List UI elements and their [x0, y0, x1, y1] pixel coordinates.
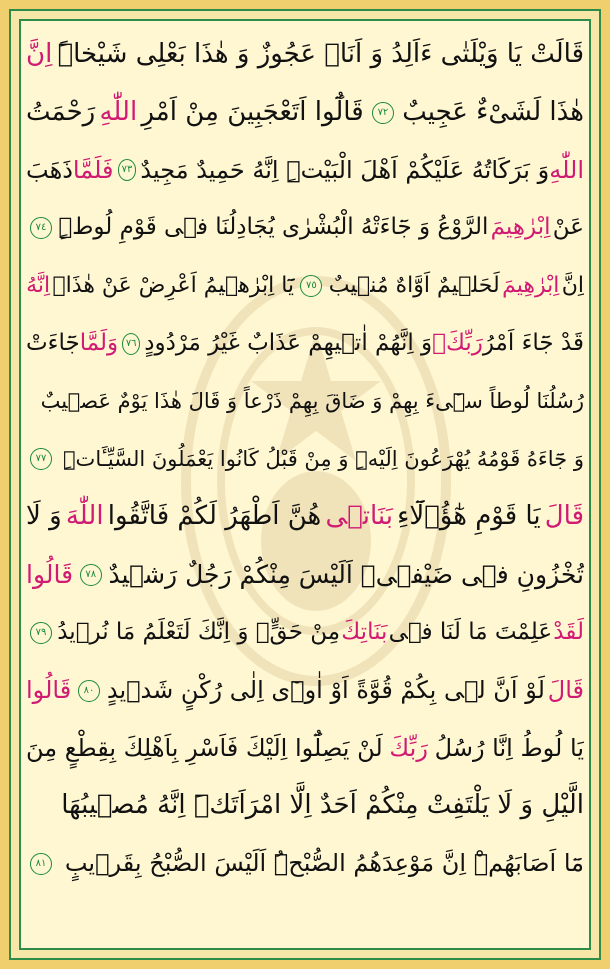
verse-text: الَّيْلِ وَ لَا يَلْتَفِتْ مِنْكُمْ اَحَدٌ اِلَّا امْرَاَتَكَۜ اِنَّهُ مُصٖيبُهَا	[61, 790, 584, 821]
verse-text: وَ لَا	[26, 501, 62, 532]
highlighted-word: اللّٰهِ	[549, 155, 584, 184]
text-line	[26, 199, 584, 257]
highlighted-word: قَالَ	[547, 675, 584, 704]
text-line	[26, 26, 584, 84]
text-line	[26, 835, 584, 893]
verse-text: مَٓا اَصَابَهُمْۜ اِنَّ مَوْعِدَهُمُ الصُّبْحُۜ اَلَيْسَ الصُّبْحُ بِقَرٖيبٍ	[64, 849, 584, 878]
text-line	[26, 257, 584, 315]
ayah-number-marker: ٧٩	[30, 622, 52, 644]
highlighted-word: لَقَدْ	[553, 618, 584, 645]
verse-text: لَنْ يَصِلُٓوا اِلَيْكَ فَاَسْرِ بِاَهْلِكَ بِقِطْعٍ مِنَ	[26, 733, 383, 762]
highlighted-word: اللّٰهِ	[99, 96, 138, 127]
verse-text: الرَّوْعُ وَ جَٓاءَتْهُ الْبُشْرٰى يُجَادِلُنَا فٖى قَوْمِ لُوطٍۜ	[58, 214, 489, 241]
quran-page-text	[26, 26, 584, 893]
highlighted-word: بَنَاتِكَ	[341, 618, 388, 645]
ayah-number-marker: ٧٥	[300, 275, 322, 297]
verse-text: تُخْزُونِ فٖى ضَيْفٖىۜ اَلَيْسَ مِنْكُمْ رَجُلٌ رَشٖيدٌ	[108, 560, 584, 590]
highlighted-word: اِبْرٰهِيمَ	[502, 273, 560, 299]
highlighted-word: رَبِّكَ	[389, 733, 428, 762]
text-line	[26, 662, 584, 720]
ayah-number-marker: ٧٣	[118, 159, 137, 181]
highlighted-word: اِبْرٰهِيمَ	[490, 214, 551, 241]
text-line	[26, 142, 584, 200]
highlighted-word: فَلَمَّا	[72, 155, 114, 184]
verse-text: ذَهَبَ	[26, 155, 73, 184]
ayah-number-marker: ٧٧	[30, 448, 52, 470]
text-line	[26, 315, 584, 373]
verse-text: وَ اِنَّهُمْ اٰتٖيهِمْ عَذَابٌ غَيْرُ مَرْدُودٍ	[144, 329, 433, 356]
text-line	[26, 84, 584, 142]
verse-text: هُنَّ اَطْهَرُ لَكُمْ فَاتَّقُوا	[107, 501, 322, 532]
verse-text: رُسُلُنَا لُوطاً سٖٓیءَ بِهِمْ وَ ضَاقَ بِهِمْ ذَرْعاً وَ قَالَ هٰذَا يَوْمٌ عَصٖيبٌ	[40, 388, 584, 413]
highlighted-word: اِنَّ	[26, 39, 53, 69]
verse-text: يَٓا اِبْرٰهٖيمُ اَعْرِضْ عَنْ هٰذَاۚ	[52, 273, 295, 299]
verse-text: عَنْ	[552, 214, 584, 241]
verse-text: قَدْ جَٓاءَ اَمْرُ	[482, 329, 584, 356]
text-line	[26, 546, 584, 604]
ayah-number-marker: ٧٨	[80, 564, 102, 586]
ayah-number-marker: ٧٤	[30, 217, 52, 239]
ayah-number-marker: ٨١	[30, 853, 52, 875]
verse-text: وَ جَٓاءَهُ قَوْمُهُ يُهْرَعُونَ اِلَيْهِۜ وَ مِنْ قَبْلُ كَانُوا يَعْمَلُونَ السَّيِّـَٔاتِۜ	[62, 446, 584, 471]
text-line	[26, 373, 584, 431]
verse-text: وَ بَرَكَاتُهُ عَلَيْكُمْ اَهْلَ الْبَيْتِۜ اِنَّهُ حَمِيدٌ مَجِيدٌ	[140, 155, 550, 184]
verse-text: مِنْ حَقٍّۚ وَ اِنَّكَ لَتَعْلَمُ مَا نُرٖيدُ	[57, 618, 341, 645]
text-line	[26, 604, 584, 662]
highlighted-word: قَالُوا	[26, 560, 74, 590]
text-line	[26, 720, 584, 778]
text-line	[26, 488, 584, 546]
text-line	[26, 777, 584, 835]
verse-text: هٰذَا لَشَیْءٌ عَجِيبٌ	[402, 96, 584, 127]
highlighted-word: اللّٰهَ	[65, 501, 104, 532]
verse-text: قَالُٓوا اَتَعْجَبِينَ مِنْ اَمْرِ	[141, 96, 364, 127]
verse-text: رَحْمَتُ	[26, 96, 96, 127]
highlighted-word: اِنَّهُ	[26, 273, 51, 299]
verse-text: لَوْ اَنَّ لٖى بِكُمْ قُوَّةً اَوْ اٰوٖٓى اِلٰى رُكْنٍ شَدٖيدٍ	[106, 675, 545, 704]
verse-text: لَحَلٖيمٌ اَوَّاهٌ مُنٖيبٌ	[328, 273, 500, 299]
highlighted-word: وَلَمَّا	[79, 329, 119, 356]
highlighted-word: رَبِّكَۚ	[432, 329, 483, 356]
verse-text: يَا قَوْمِ هٰٓؤُ۬لَٓاءِ	[397, 501, 541, 532]
verse-text: قَالَتْ يَا وَيْلَتٰى ءَاَلِدُ وَ اَنَا۬ عَجُوزٌ وَ هٰذَا بَعْلِى شَيْخاًۜ	[57, 39, 584, 69]
ayah-number-marker: ٧٦	[122, 333, 140, 355]
ayah-number-marker: ٨٠	[78, 680, 100, 702]
highlighted-word: بَنَاتٖى	[325, 501, 393, 532]
text-line	[26, 431, 584, 489]
highlighted-word: قَالَ	[544, 501, 584, 532]
ayah-number-marker: ٧٢	[372, 102, 394, 124]
verse-text: جَٓاءَتْ	[26, 329, 80, 356]
verse-text: يَا لُوطُ اِنَّا رُسُلُ	[434, 733, 584, 762]
highlighted-word: قَالُوا	[26, 675, 72, 704]
verse-text: اِنَّ	[561, 273, 584, 299]
verse-text: عَلِمْتَ مَا لَنَا فٖى	[388, 618, 553, 645]
